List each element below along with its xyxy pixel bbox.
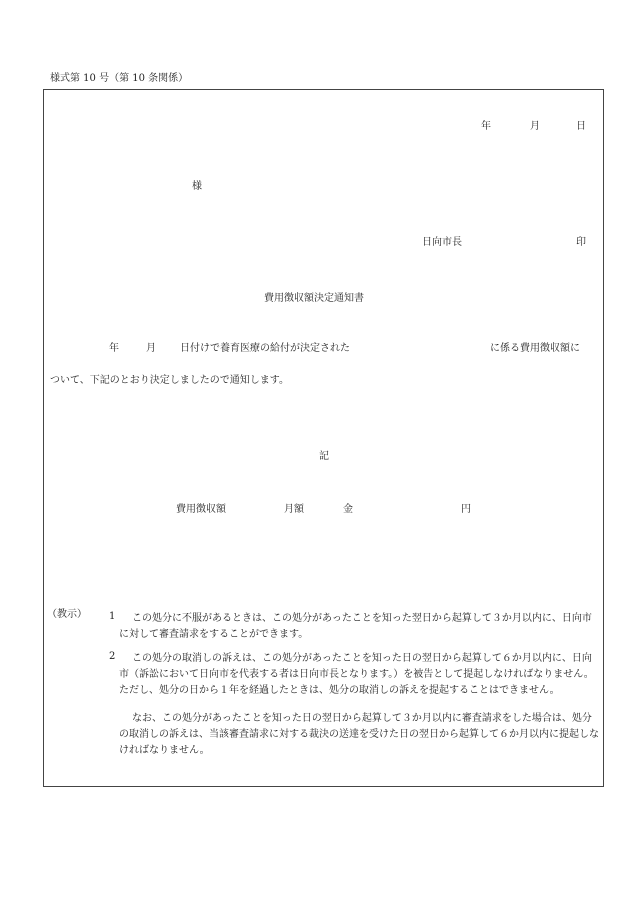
instruction-heading: （教示） xyxy=(47,609,87,620)
form-number-label: 様式第 10 号（第 10 条関係） xyxy=(50,73,189,84)
seal-mark: 印 xyxy=(576,237,586,248)
body-date-part: 日付けで養育医療の給付が決定された xyxy=(180,343,350,354)
amount-label: 費用徴収額 xyxy=(176,504,226,515)
notice-form-frame xyxy=(43,89,604,787)
ki-label: 記 xyxy=(319,451,329,462)
recipient-honorific: 様 xyxy=(192,181,202,192)
date-year-label: 年 xyxy=(481,121,491,132)
body-line-2: ついて、下記のとおり決定しましたので通知します。 xyxy=(50,375,289,386)
date-day-label: 日 xyxy=(576,121,586,132)
issuer-title: 日向市長 xyxy=(422,237,462,248)
yen-label: 円 xyxy=(461,504,471,515)
instruction-item-2-text: この処分の取消しの訴えは、この処分があったことを知った日の翌日から起算して６か月以内に、日向市（訴訟において日向市を代表する者は日向市長となります。）を被告として提起しなければなりません。ただし、処分の日から１年を経過したときは、処分の取消しの訴えを提起することはできません。 xyxy=(119,653,594,696)
kin-label: 金 xyxy=(343,504,353,515)
date-month-label: 月 xyxy=(530,121,540,132)
monthly-label: 月額 xyxy=(284,504,304,515)
document-title: 費用徴収額決定通知書 xyxy=(264,293,364,304)
instruction-item-1-text: この処分に不服があるときは、この処分があったことを知った翌日から起算して３か月以内に、日向市に対して審査請求をすることができます。 xyxy=(119,613,592,640)
instruction-item-1-number: 1 xyxy=(109,611,116,622)
body-year: 年 xyxy=(109,343,119,354)
body-month: 月 xyxy=(146,343,156,354)
instruction-item-2-number: 2 xyxy=(109,651,116,662)
body-subject-part: に係る費用徴収額に xyxy=(490,343,580,354)
instruction-item-2-continuation: なお、この処分があったことを知った日の翌日から起算して３か月以内に審査請求をした場合は、処分の取消しの訴えは、当該審査請求に対する裁決の送達を受けた日の翌日から起算して６か月以内に提起しなければなりません。 xyxy=(119,713,599,756)
